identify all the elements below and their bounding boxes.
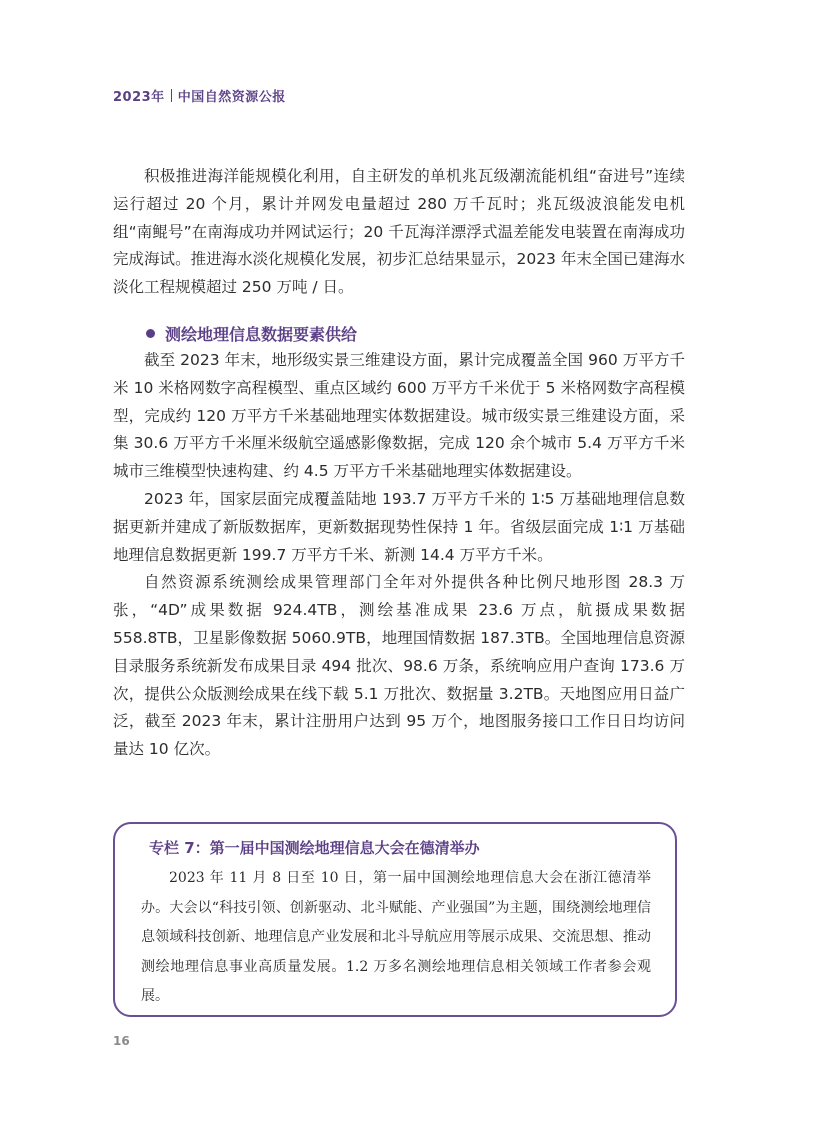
intro-text-block — [113, 163, 685, 302]
bullet-icon — [146, 329, 155, 338]
column-title: 专栏 7：第一届中国测绘地理信息大会在德清举办 — [149, 839, 480, 857]
section-heading-text: 测绘地理信息数据要素供给 — [165, 325, 358, 344]
paragraph-realscape-3d: 截至 2023 年末，地形级实景三维建设方面，累计完成覆盖全国 960 万平方千米 10 米格网数字高程模型、重点区域约 600 万平方千米优于 5 米格网数字高程模型，完成约 120 万平方千米基础地理实体数据建设。城市级实景三维建设方面，采集 30.6 万平方千米厘米级航空遥感影像数据，完成 120 余个城市 5.4 万平方千米城市三维模型快速构建、约 4.5 万平方千米基础地理实体数据建设。 — [113, 351, 685, 481]
paragraph-data-provision: 自然资源系统测绘成果管理部门全年对外提供各种比例尺地形图 28.3 万张，“4D”成果数据 924.4TB，测绘基准成果 23.6 万点，航摄成果数据 558.8TB，卫星影像数据 5060.9TB，地理国情数据 187.3TB。全国地理信息资源目录服务系统新发布成果目录 494 批次、98.6 万条，系统响应用户查询 173.6 万次，提供公众版测绘成果在线下载 5.1 万批次、数据量 3.2TB。天地图应用日益广泛，截至 2023 年末，累计注册用户达到 95 万个，地图服务接口工作日日均访问量达 10 亿次。 — [113, 573, 685, 759]
section-text-block — [113, 347, 685, 764]
section-heading — [146, 322, 357, 345]
column-box — [113, 822, 677, 1017]
page-number: 16 — [113, 1034, 130, 1048]
paragraph-basic-data-update: 2023 年，国家层面完成覆盖陆地 193.7 万平方千米的 1∶5 万基础地理信息数据更新并建成了新版数据库，更新数据现势性保持 1 年。省级层面完成 1∶1 万基础地理信息数据更新 199.7 万平方千米、新测 14.4 万平方千米。 — [113, 489, 685, 564]
running-header — [113, 86, 286, 105]
paragraph-ocean-energy: 积极推进海洋能规模化利用，自主研发的单机兆瓦级潮流能机组“奋进号”连续运行超过 20 个月，累计并网发电量超过 280 万千瓦时；兆瓦级波浪能发电机组“南鲲号”在南海成功并网试运行；20 千瓦海洋漂浮式温差能发电装置在南海成功完成海试。推进海水淡化规模化发展，初步汇总结果显示，2023 年末全国已建海水淡化工程规模超过 250 万吨 / 日。 — [113, 167, 685, 297]
header-separator — [171, 89, 172, 102]
column-text: 2023 年 11 月 8 日至 10 日，第一届中国测绘地理信息大会在浙江德清举办。大会以“科技引领、创新驱动、北斗赋能、产业强国”为主题，围绕测绘地理信息领域科技创新、地理信息产业发展和北斗导航应用等展示成果、交流思想、推动测绘地理信息事业高质量发展。1.2 万多名测绘地理信息相关领域工作者参会观展。 — [141, 870, 651, 1004]
header-year: 2023年 — [113, 90, 165, 105]
header-title: 中国自然资源公报 — [177, 90, 286, 105]
